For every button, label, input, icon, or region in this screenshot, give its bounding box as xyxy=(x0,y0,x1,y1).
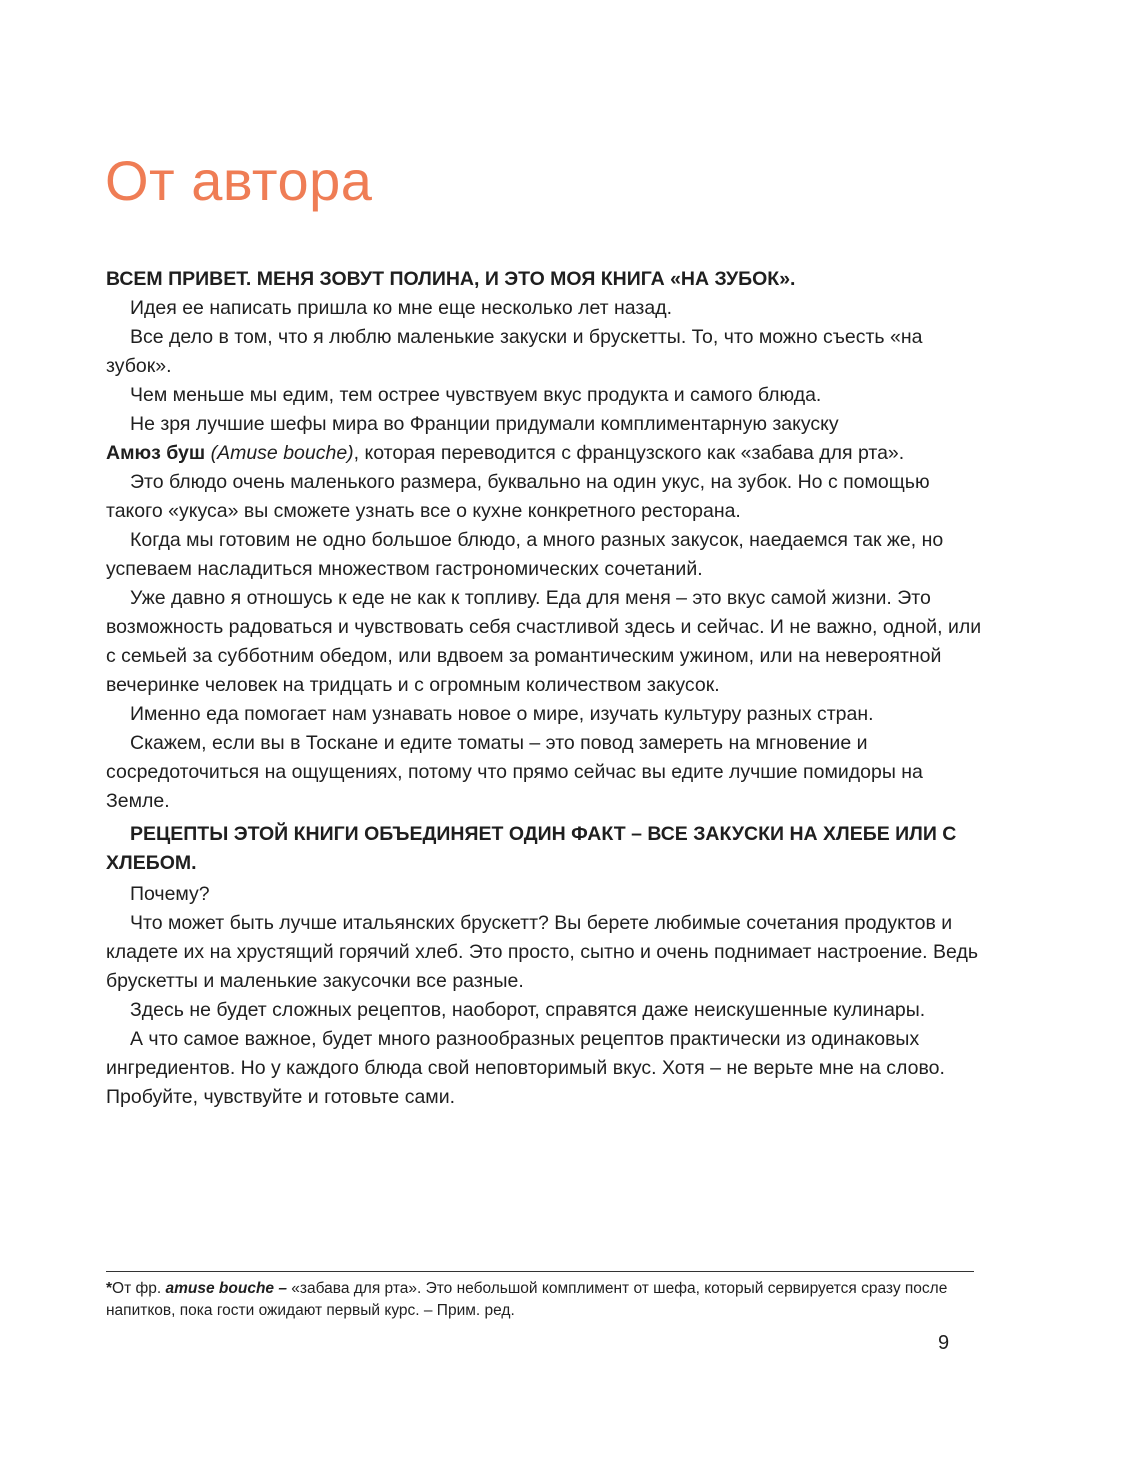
paragraph: Уже давно я отношусь к еде не как к топливу. Еда для меня – это вкус самой жизни. Это возможность радоваться и чувствовать себя счастливой здесь и сейчас. И не важно, одной, или с семьей за субботним обедом, или вдвоем за романтическим ужином, или на невероятной вечеринке человек на тридцать и с огромным количеством закусок. xyxy=(106,587,982,696)
footnote xyxy=(106,1278,986,1322)
paragraph: Идея ее написать пришла ко мне еще несколько лет назад. xyxy=(130,297,673,319)
paragraph: Все дело в том, что я люблю маленькие закуски и брускетты. То, что можно съесть «на зубок». xyxy=(106,326,923,377)
page-number: 9 xyxy=(938,1332,950,1354)
footnote-prefix: От фр. xyxy=(112,1280,166,1297)
footnote-divider xyxy=(106,1271,974,1272)
section-heading: РЕЦЕПТЫ ЭТОЙ КНИГИ ОБЪЕДИНЯЕТ ОДИН ФАКТ – ВСЕ ЗАКУСКИ НА ХЛЕБЕ ИЛИ С ХЛЕБОМ. xyxy=(106,823,957,874)
amuse-bouche-italic: (Amuse bouche) xyxy=(210,442,354,464)
footnote-text: «забава для рта». Это небольшой комплимент от шефа, который сервируется сразу после напитков, пока гости ожидают первый курс. – Прим. ред. xyxy=(106,1280,948,1319)
paragraph: А что самое важное, будет много разнообразных рецептов практически из одинаковых ингредиентов. Но у каждого блюда свой неповторимый вкус. Хотя – не верьте мне на слово. Пробуйте, чувствуйте и готовьте сами. xyxy=(106,1028,945,1108)
paragraph: Почему? xyxy=(130,883,210,905)
paragraph: Именно еда помогает нам узнавать новое о мире, изучать культуру разных стран. xyxy=(130,703,874,725)
paragraph: Когда мы готовим не одно большое блюдо, а много разных закусок, наедаемся так же, но успеваем насладиться множеством гастрономических сочетаний. xyxy=(106,529,944,580)
paragraph: Это блюдо очень маленького размера, буквально на один укус, на зубок. Но с помощью такого «укуса» вы сможете узнать все о кухне конкретного ресторана. xyxy=(106,471,930,522)
body-text xyxy=(106,265,986,1112)
paragraph-text: Не зря лучшие шефы мира во Франции придумали комплиментарную закуску xyxy=(130,413,839,435)
amuse-bouche-term: Амюз буш xyxy=(106,442,206,464)
paragraph: Чем меньше мы едим, тем острее чувствуем вкус продукта и самого блюда. xyxy=(130,384,822,406)
page-title: От автора xyxy=(105,149,373,212)
paragraph: Что может быть лучше итальянских брускетт? Вы берете любимые сочетания продуктов и кладете их на хрустящий горячий хлеб. Это просто, сытно и очень поднимает настроение. Ведь брускетты и маленькие закусочки все разные. xyxy=(106,912,978,992)
footnote-marker: * xyxy=(106,1280,113,1297)
footnote-term: amuse bouche – xyxy=(165,1280,287,1297)
paragraph: Здесь не будет сложных рецептов, наоборот, справятся даже неискушенные кулинары. xyxy=(130,999,926,1021)
lead-heading: ВСЕМ ПРИВЕТ. МЕНЯ ЗОВУТ ПОЛИНА, И ЭТО МОЯ КНИГА «НА ЗУБОК». xyxy=(106,268,796,290)
paragraph-amuse xyxy=(106,410,986,468)
paragraph: Скажем, если вы в Тоскане и едите томаты – это повод замереть на мгновение и сосредоточиться на ощущениях, потому что прямо сейчас вы едите лучшие помидоры на Земле. xyxy=(106,732,923,812)
amuse-bouche-rest: , которая переводится с французского как «забава для рта». xyxy=(353,442,905,464)
